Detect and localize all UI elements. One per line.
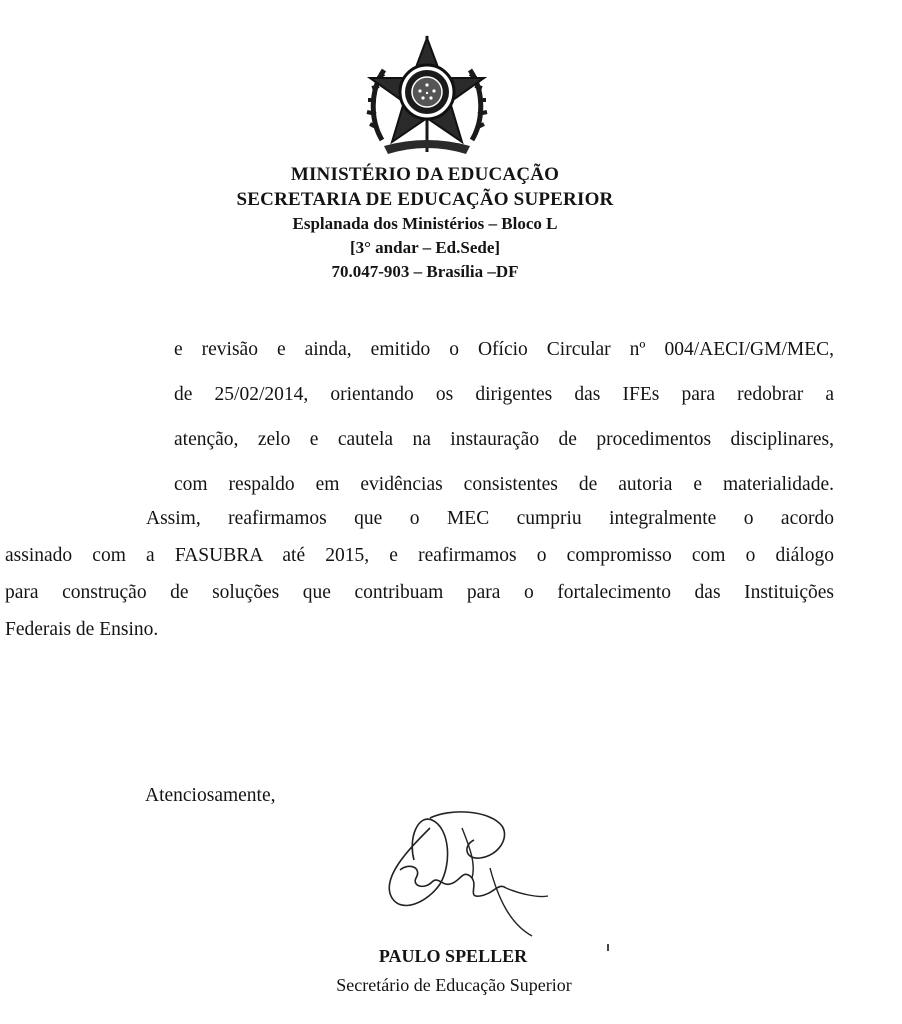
body-paragraph-1 — [174, 327, 834, 507]
paragraph-line: Assim, reafirmamos que o MEC cumpriu integralmente o acordo — [146, 508, 834, 529]
body-paragraph-2 — [5, 500, 834, 648]
address-line-2: [3° andar – Ed.Sede] — [349, 238, 501, 257]
address-line-1: Esplanada dos Ministérios – Bloco L — [292, 214, 558, 233]
secretariat-title: SECRETARIA DE EDUCAÇÃO SUPERIOR — [236, 189, 614, 210]
coat-of-arms-seal — [362, 30, 492, 158]
paragraph-line: de 25/02/2014, orientando os dirigentes das IFEs para redobrar a — [174, 384, 834, 405]
letterhead — [0, 162, 850, 284]
signatory-title: Secretário de Educação Superior — [336, 975, 572, 995]
paragraph-line: e revisão e ainda, emitido o Ofício Circular nº 004/AECI/GM/MEC, — [174, 339, 834, 360]
paragraph-line: com respaldo em evidências consistentes de autoria e materialidade. — [174, 474, 834, 495]
paragraph-line: Federais de Ensino. — [5, 619, 159, 640]
signatory-name — [0, 946, 902, 967]
address-line-3: 70.047-903 – Brasília –DF — [331, 262, 519, 281]
paragraph-line: assinado com a FASUBRA até 2015, e reafirmamos o compromisso com o diálogo — [5, 545, 834, 566]
handwritten-signature — [370, 798, 570, 948]
closing-salutation: Atenciosamente, — [145, 785, 276, 806]
paragraph-line: atenção, zelo e cautela na instauração de procedimentos disciplinares, — [174, 429, 834, 450]
ministry-title: MINISTÉRIO DA EDUCAÇÃO — [290, 164, 560, 185]
signatory-name-text: PAULO SPELLER — [378, 946, 528, 966]
paragraph-line: para construção de soluções que contribuam para o fortalecimento das Instituições — [5, 582, 834, 603]
